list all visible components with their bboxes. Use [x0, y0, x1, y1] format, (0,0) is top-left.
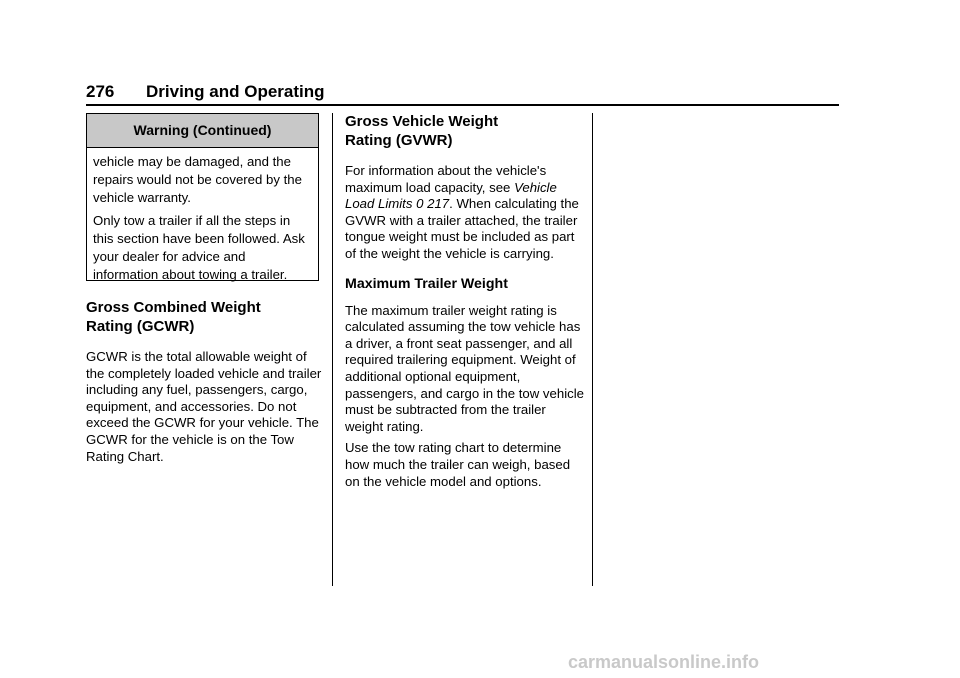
- warning-paragraph: Only tow a trailer if all the steps in this section have been followed. Ask your dealer for advice and information about towing a trailer.: [93, 213, 305, 282]
- max-trailer-para: Use the tow rating chart to determine how much the trailer can weigh, based on the vehicle model and options.: [345, 440, 571, 489]
- body-text: For information about the vehicle's maximum load capacity, see: [345, 163, 547, 195]
- heading-line: Gross Combined Weight: [86, 299, 261, 316]
- gvwr-body: [345, 163, 585, 263]
- column-left: [86, 298, 326, 470]
- gcwr-heading: [86, 298, 326, 336]
- column-divider: [592, 113, 593, 586]
- heading-line: Rating (GCWR): [86, 318, 195, 335]
- heading-line: Rating (GVWR): [345, 132, 453, 149]
- max-trailer-para: The maximum trailer weight rating is calculated assuming the tow vehicle has a driver, a front seat passenger, and all required trailering equipment. Weight of additional optional equipment, passengers, and cargo in the tow vehicle must be subtracted from the trailer weight rating.: [345, 302, 584, 434]
- gvwr-heading: [345, 112, 585, 150]
- watermark: carmanualsonline.info: [568, 652, 760, 672]
- warning-paragraph: vehicle may be damaged, and the repairs would not be covered by the vehicle warranty.: [93, 154, 302, 205]
- max-trailer-heading: Maximum Trailer Weight: [345, 275, 508, 292]
- column-middle: [345, 112, 585, 495]
- section-title: Driving and Operating: [146, 82, 325, 101]
- gcwr-body: GCWR is the total allowable weight of the completely loaded vehicle and trailer including any fuel, passengers, cargo, equipment, and accessories. Do not exceed the GCWR for your vehicle. The GCWR for the vehicle is on the Tow Rating Chart.: [86, 349, 322, 464]
- page-header: [86, 82, 839, 106]
- body-text: . When calculating the GVWR with a trailer attached, the trailer tongue weight must be included as part of the weight the vehicle is carrying.: [345, 196, 579, 261]
- heading-line: Gross Vehicle Weight: [345, 113, 499, 130]
- page-number: 276: [86, 82, 115, 101]
- vehicle-load-limits-link[interactable]: Vehicle Load Limits: [345, 179, 557, 212]
- warning-title: Warning (Continued): [87, 114, 318, 148]
- column-divider: [332, 113, 333, 586]
- page-reference[interactable]: 0 217: [416, 196, 450, 212]
- warning-box: [86, 113, 319, 281]
- warning-body: [87, 148, 318, 284]
